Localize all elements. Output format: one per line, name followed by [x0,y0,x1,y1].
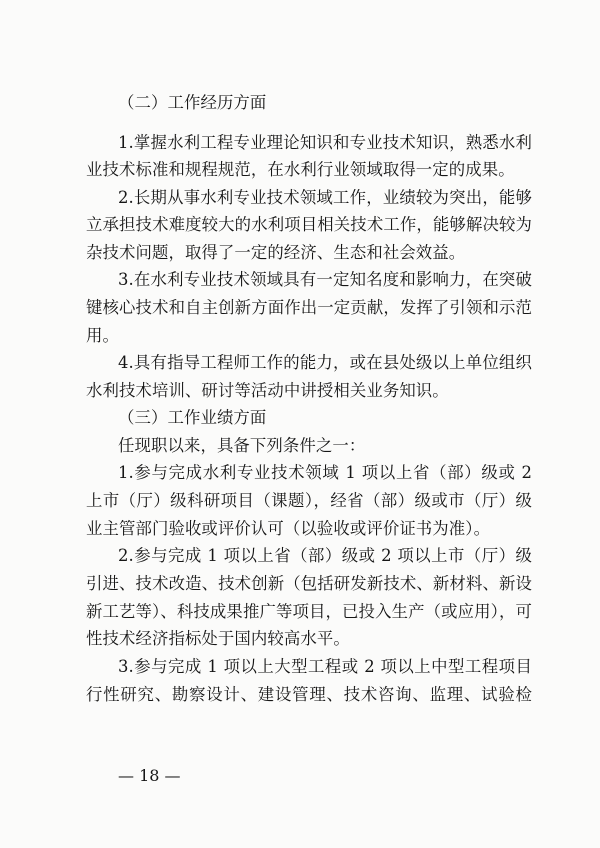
paragraph-line: 3.在水利专业技术领域具有一定知名度和影响力，在突破 [118,270,532,289]
paragraph-line: 新工艺等）、科技成果推广等项目，已投入生产（或应用），可 [86,602,532,621]
paragraph-line: 3.参与完成 1 项以上大型工程或 2 项以上中型工程项目 [118,657,532,676]
paragraph-line: 任现职以来，具备下列条件之一： [118,436,366,455]
paragraph-line: 业技术标准和规程规范，在水利行业领域取得一定的成果。 [86,160,515,179]
paragraph-line: 业主管部门验收或评价认可（以验收或评价证书为准）。 [86,519,491,538]
paragraph-line: 用。 [86,326,119,345]
paragraph-line: 上市（厅）级科研项目（课题），经省（部）级或市（厅）级 [86,491,532,510]
paragraph-line: 杂技术问题，取得了一定的经济、生态和社会效益。 [86,243,466,262]
paragraph-line: 水利技术培训、研讨等活动中讲授相关业务知识。 [86,381,449,400]
paragraph-line: 2.长期从事水利专业技术领域工作，业绩较为突出，能够 [118,188,532,207]
paragraph-line: 2.参与完成 1 项以上省（部）级或 2 项以上市（厅）级 [118,546,532,565]
paragraph-line: 1.参与完成水利专业技术领域 1 项以上省（部）级或 2 [118,463,532,482]
paragraph-line: 立承担技术难度较大的水利项目相关技术工作，能够解决较为 [86,215,532,234]
section-heading-work-experience: （二）工作经历方面 [118,93,267,112]
paragraph-line: 4.具有指导工程师工作的能力，或在县处级以上单位组织 [118,353,532,372]
paragraph-line: 引进、技术改造、技术创新（包括研发新技术、新材料、新设 [86,574,532,593]
paragraph-line: 行性研究、勘察设计、建设管理、技术咨询、监理、试验检 [86,685,532,704]
section-heading-work-performance: （三）工作业绩方面 [118,408,267,427]
page-number: — 18 — [118,766,181,785]
paragraph-line: 1.掌握水利工程专业理论知识和专业技术知识，熟悉水利 [118,133,532,152]
paragraph-line: 键核心技术和自主创新方面作出一定贡献，发挥了引领和示范 [86,298,532,317]
paragraph-line: 性技术经济指标处于国内较高水平。 [86,629,350,648]
